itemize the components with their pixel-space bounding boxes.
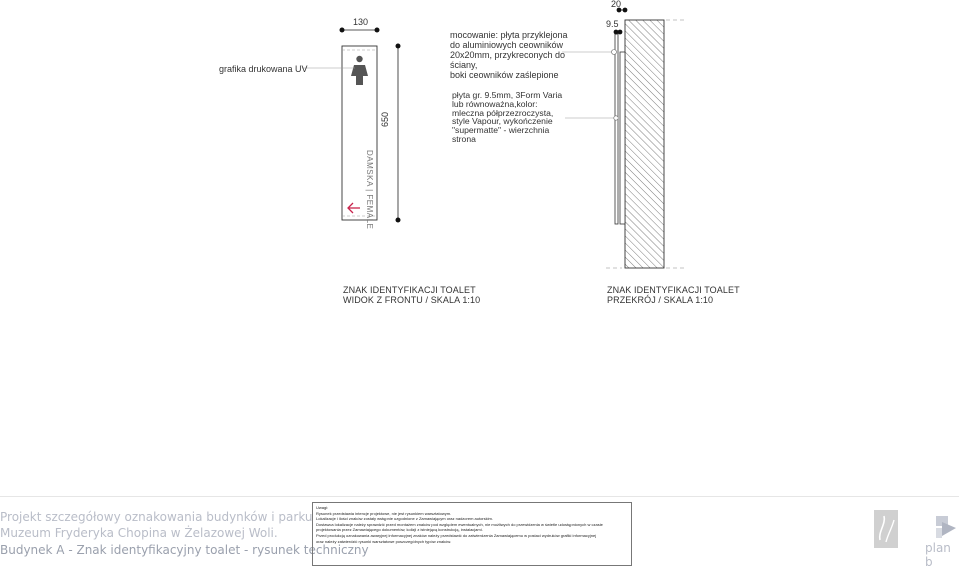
footer-divider <box>0 496 959 497</box>
notes-line: Dostawca lokalizacje należy sprawdzić przed montażem znaków pod względem ewentualnych, nie możliwych do przewidzenia w świetle udostępnionych w czasie <box>316 521 603 527</box>
notes-line: Rysunek przedstawia intencje projektowe, nie jest rysunkiem warsztatowym. <box>316 510 452 516</box>
mounting-note-line: boki ceowników zaślepione <box>450 70 559 80</box>
mounting-note-line: 20x20mm, przykreconych do <box>450 50 566 60</box>
museum-logo-icon <box>874 510 898 548</box>
panel-note-line: "supermatte" - wierzchnia <box>452 125 550 136</box>
project-title-line1: Projekt szczegółowy oznakowania budynków i parku <box>0 510 313 524</box>
panel-note-line: mleczna półprzezroczysta, <box>452 107 554 118</box>
wall-section <box>625 20 664 268</box>
notes-title: Uwagi: <box>316 505 329 510</box>
mounting-leader-marker <box>612 50 617 55</box>
top-dimension-dot-right <box>623 8 628 13</box>
front-view-caption <box>343 285 480 305</box>
panel-note-line: strona <box>452 133 476 144</box>
mounting-note-line: mocowanie: płyta przyklejona <box>450 30 568 40</box>
panel-section <box>615 34 618 224</box>
mounting-note-line: do aluminiowych ceowników <box>450 40 564 50</box>
width-dimension-dot-left <box>340 28 345 33</box>
mounting-note-line: ściany, <box>450 60 478 70</box>
panel-note-line: płyta gr. 9.5mm, 3Form Varia <box>452 90 563 100</box>
notes-box <box>312 502 632 566</box>
section-view <box>562 8 684 268</box>
notes-line: oraz należy zatwierdzić rysunki warsztatowe poszczególnych typów znaków. <box>316 538 452 544</box>
width-dimension-label: 130 <box>353 17 369 27</box>
project-title-line2: Muzeum Fryderyka Chopina w Żelazowej Woli. <box>0 526 278 540</box>
panel-note <box>452 91 562 144</box>
plan-b-logo-icon <box>934 512 959 540</box>
mounting-note <box>450 30 568 80</box>
section-view-caption <box>607 285 740 305</box>
section-view-caption-title: ZNAK IDENTYFIKACJI TOALET <box>607 285 740 295</box>
front-view-caption-title: ZNAK IDENTYFIKACJI TOALET <box>343 285 476 295</box>
sign-text: DAMSKA | FEMALE <box>365 150 374 230</box>
notes-line: Przed produkcją oznakowania awaryjnej informacyjnej znaków należy przedstawić do zatwierdzenia Zamawiającemu w postaci wydruków grafiki informacyjnej <box>316 532 597 538</box>
width-dimension-dot-right <box>375 28 380 33</box>
section-top-dimension-label: 20 <box>611 0 622 9</box>
notes-line: Lokalizacje i ilości znaków zostały wstępnie uzgodnione z Zamawiającym oraz nadzorem autorskim. <box>316 516 493 522</box>
panel-note-line: lub równoważna,kolor: <box>452 98 538 109</box>
aluminium-channel <box>620 52 625 224</box>
height-dimension-label: 650 <box>380 111 390 127</box>
notes-line: projektowania przez Zamawiającego dokumentów, kolizji z istniejącą konstrukcją, instalacjami. <box>316 527 483 533</box>
panel-leader-marker <box>614 116 618 120</box>
section-thickness-label: 9.5 <box>606 19 619 29</box>
panel-note-line: style Vapour, wykończenie <box>452 116 553 127</box>
project-title-line3: Budynek A - Znak identyfikacyjny toalet - rysunek techniczny <box>0 543 369 557</box>
front-view-caption-scale: WIDOK Z FRONTU / SKALA 1:10 <box>343 295 481 305</box>
height-dimension-dot-top <box>396 44 401 49</box>
height-dimension-dot-bottom <box>396 218 401 223</box>
thickness-dimension-dot-right <box>618 30 623 35</box>
section-view-caption-scale: PRZEKRÓJ / SKALA 1:10 <box>607 295 714 305</box>
sign-text-area <box>362 150 376 230</box>
plan-b-brand: plan b <box>925 541 951 569</box>
print-label: grafika drukowana UV <box>219 64 308 74</box>
